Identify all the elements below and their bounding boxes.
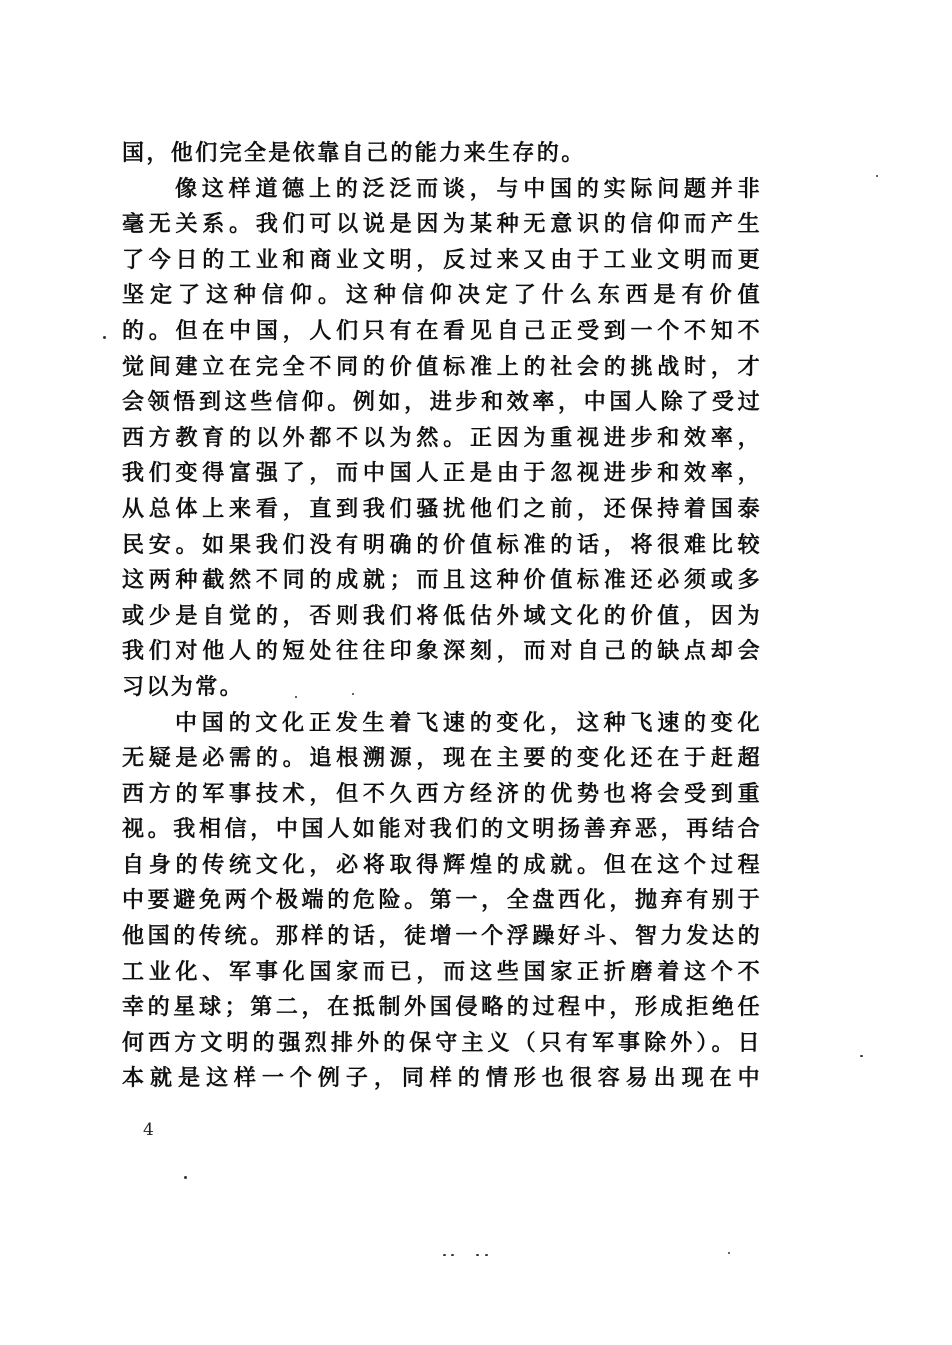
text-line: 我们变得富强了，而中国人正是由于忽视进步和效率， [122,460,762,487]
text-line: 了今日的工业和商业文明，反过来又由于工业文明而更 [122,246,762,273]
scan-speck [860,1055,863,1057]
text-line: 的。但在中国，人们只有在看见自己正受到一个不知不 [122,317,762,344]
text-line: 西方教育的以外都不以为然。正因为重视进步和效率， [122,424,762,451]
scan-speck [876,175,878,177]
scan-speck [443,1254,446,1256]
text-line: 中要避免两个极端的危险。第一，全盘西化，抛弃有别于 [122,887,762,914]
scan-speck [476,1254,479,1256]
text-line: 本就是这样一个例子，同样的情形也很容易出现在中 [122,1065,762,1092]
text-line: 或少是自觉的，否则我们将低估外域文化的价值，因为 [122,602,762,629]
text-line: 幸的星球；第二，在抵制外国侵略的过程中，形成拒绝任 [122,994,762,1021]
text-line: 会领悟到这些信仰。例如，进步和效率，中国人除了受过 [122,389,762,416]
paragraph-start-line: 中国的文化正发生着飞速的变化，这种飞速的变化 [175,709,762,736]
text-line: 自身的传统文化，必将取得辉煌的成就。但在这个过程 [122,851,762,878]
scan-speck [451,1254,454,1256]
scan-speck [352,693,354,695]
text-line: 坚定了这种信仰。这种信仰决定了什么东西是有价值 [122,282,762,309]
text-line: 工业化、军事化国家而已，而这些国家正折磨着这个不 [122,958,762,985]
scan-speck [295,696,297,698]
text-line: 毫无关系。我们可以说是因为某种无意识的信仰而产生 [122,211,762,238]
text-line: 无疑是必需的。追根溯源，现在主要的变化还在于赶超 [122,745,762,772]
scan-speck [728,1252,730,1254]
paragraph-start-line: 像这样道德上的泛泛而谈，与中国的实际问题并非 [175,175,762,202]
text-line: 习以为常。 [122,673,245,700]
scan-speck [184,1176,187,1179]
text-line: 从总体上来看，直到我们骚扰他们之前，还保持着国泰 [122,495,762,522]
scan-speck [103,336,106,339]
page-number: 4 [143,1120,154,1140]
scan-speck [485,1254,488,1256]
body-text [122,136,762,1097]
text-line: 民安。如果我们没有明确的价值标准的话，将很难比较 [122,531,762,558]
text-line: 视。我相信，中国人如能对我们的文明扬善弃恶，再结合 [122,816,762,843]
text-line: 我们对他人的短处往往印象深刻，而对自己的缺点却会 [122,638,762,665]
text-line: 这两种截然不同的成就；而且这种价值标准还必须或多 [122,567,762,594]
text-line: 他国的传统。那样的话，徒增一个浮躁好斗、智力发达的 [122,923,762,950]
text-line: 国，他们完全是依靠自己的能力来生存的。 [122,140,586,166]
text-line: 何西方文明的强烈排外的保守主义（只有军事除外）。日 [122,1029,762,1056]
text-line: 西方的军事技术，但不久西方经济的优势也将会受到重 [122,780,762,807]
text-line: 觉间建立在完全不同的价值标准上的社会的挑战时，才 [122,353,762,380]
